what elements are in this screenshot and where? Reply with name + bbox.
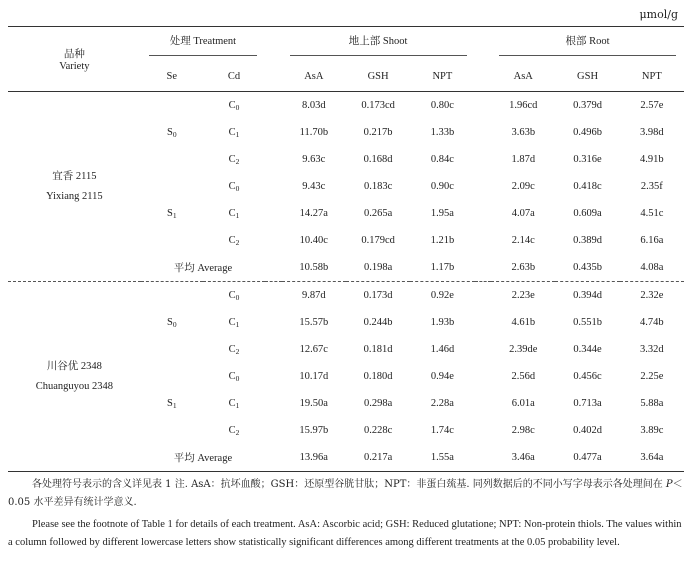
table-footnotes — [8, 476, 684, 552]
cd-cell: $C_1$ — [228, 126, 240, 139]
table-row: $S_1$ $C_0$ 9.43c 0.183c 0.90c 2.09c 0.418c 2.35f — [8, 173, 684, 200]
average-label: 平均 Average — [141, 444, 265, 472]
shoot-header: 地上部 Shoot — [282, 27, 475, 62]
cd-cell: $C_2$ — [228, 234, 240, 247]
se-header: Se — [166, 70, 178, 82]
variety-cell: 川谷优 2348 Chuanguyou 2348 — [8, 282, 141, 472]
table-row: $C_1$ 15.57b 0.244b 1.93b 4.61b 0.551b 4.74b — [8, 309, 684, 336]
table-row: $C_1$ 14.27a 0.265a 1.95a 4.07a 0.609a 4.51c — [8, 200, 684, 227]
cd-cell: $C_1$ — [228, 397, 240, 410]
table-row: $C_1$ 11.70b 0.217b 1.33b 3.63b 0.496b 3.98d — [8, 119, 684, 146]
cd-cell: $C_0$ — [228, 370, 240, 383]
variety-header-cn: 品种 — [63, 49, 85, 60]
footnote-cn: 各处理符号表示的含义详见表 1 注. AsA：抗坏血酸；GSH：还原型谷胱甘肽；NPT：非蛋白巯基. 同列数据后的不同小写字母表示各处理间在 P＜0.05 水平差异有统计学意义. — [8, 479, 683, 508]
data-table — [8, 26, 684, 472]
root-header: 根部 Root — [491, 27, 684, 62]
se-cell: $S_1$ — [167, 207, 177, 220]
table-row: 宜香 2115 Yixiang 2115 $S_0$ $C_0$ 8.03d 0.173cd 0.80c 1.96cd 0.379d 2.57e — [8, 92, 684, 120]
table-row: $C_2$ 10.40c 0.179cd 1.21b 2.14c 0.389d 6.16a — [8, 227, 684, 254]
table-row: $S_1$ $C_0$ 10.17d 0.180d 0.94e 2.56d 0.456c 2.25e — [8, 363, 684, 390]
cd-cell: $C_2$ — [228, 343, 240, 356]
variety-header-en: Variety — [59, 61, 90, 72]
table-row: $C_2$ 9.63c 0.168d 0.84c 1.87d 0.316e 4.91b — [8, 146, 684, 173]
table-row: $C_2$ 12.67c 0.181d 1.46d 2.39de 0.344e 3.32d — [8, 336, 684, 363]
shoot-gsh-header: GSH — [367, 70, 389, 82]
variety-cell: 宜香 2115 Yixiang 2115 — [8, 92, 141, 282]
cd-cell: $C_0$ — [228, 180, 240, 193]
table-row: $C_2$ 15.97b 0.228c 1.74c 2.98c 0.402d 3.89c — [8, 417, 684, 444]
table-row: $C_1$ 19.50a 0.298a 2.28a 6.01a 0.713a 5.88a — [8, 390, 684, 417]
cd-cell: $C_2$ — [228, 153, 240, 166]
average-label: 平均 Average — [173, 263, 233, 274]
shoot-asa-header: AsA — [304, 70, 324, 82]
table-row: 川谷优 2348 Chuanguyou 2348 $S_0$ $C_0$ 9.87d 0.173d 0.92e 2.23e 0.394d 2.32e — [8, 282, 684, 310]
cd-cell: $C_1$ — [228, 207, 240, 220]
average-row: 平均 Average 10.58b 0.198a 1.17b 2.63b 0.435b 4.08a — [8, 254, 684, 282]
shoot-npt-header: NPT — [432, 70, 453, 82]
treatment-header: 处理 Treatment — [141, 27, 265, 62]
root-asa-header: AsA — [513, 70, 533, 82]
se-cell: $S_0$ — [141, 282, 203, 364]
se-cell: $S_1$ — [167, 397, 177, 410]
footnote-en: Please see the footnote of Table 1 for details of each treatment. AsA: Ascorbic acid; GSH: Reduced glutatione; NPT: Non-protein thiols. The values within a column followed by different lowercase letters show statistically significant differences among different treatments at the 0.05 probability level. — [8, 519, 682, 548]
variety-header — [8, 27, 141, 92]
cd-cell: $C_1$ — [228, 316, 240, 329]
root-gsh-header: GSH — [577, 70, 599, 82]
cd-cell: $C_2$ — [228, 424, 240, 437]
cd-header: Cd — [227, 70, 241, 82]
se-cell: $S_0$ — [141, 92, 203, 174]
average-row: 平均 Average 13.96a 0.217a 1.55a 3.46a 0.477a 3.64a — [8, 444, 684, 472]
unit-label: μmol/g — [639, 8, 678, 21]
cd-cell: $C_0$ — [203, 92, 265, 120]
root-npt-header: NPT — [641, 70, 662, 82]
cd-cell: $C_0$ — [203, 282, 265, 310]
